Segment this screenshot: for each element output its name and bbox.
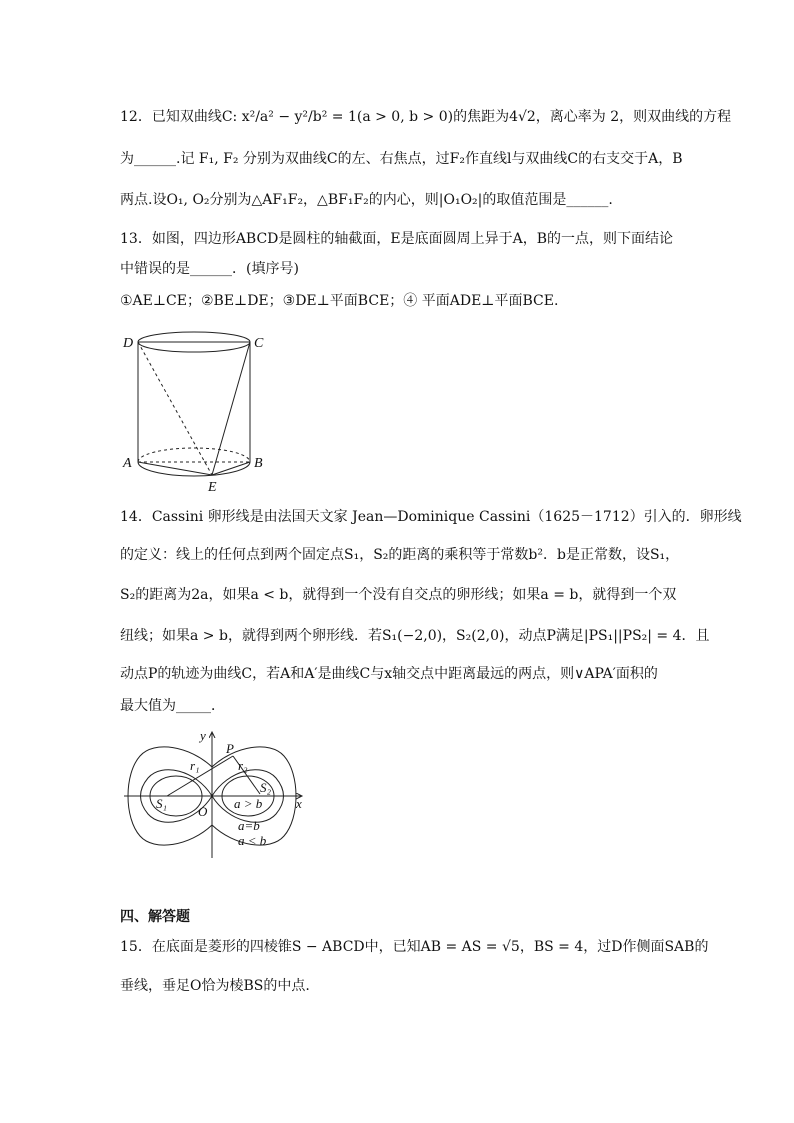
- label-x: x: [296, 796, 302, 811]
- label-a-greater-b: a > b: [234, 796, 263, 811]
- segment-CE: [212, 342, 250, 475]
- q15-line-2: 垂线，垂足O恰为棱BS的中点.: [120, 978, 310, 994]
- q13-line-3: ①AE⊥CE；②BE⊥DE；③DE⊥平面BCE；④ 平面ADE⊥平面BCE.: [120, 293, 559, 309]
- q14-line-3: S₂的距离为2a，如果a < b，就得到一个没有自交点的卵形线；如果a = b，就得到一个双: [120, 587, 677, 603]
- q15-line-1: 15．在底面是菱形的四棱锥S − ABCD中，已知AB = AS = √5，BS = 4，过D作侧面SAB的: [120, 939, 709, 955]
- label-O: O: [198, 804, 208, 819]
- q14-line-2: 的定义：线上的任何点到两个固定点S₁，S₂的距离的乘积等于常数b²．b是正常数，设S₁，: [120, 547, 680, 563]
- label-E: E: [208, 480, 217, 495]
- segment-DE: [138, 342, 212, 475]
- q12-line-1: 12．已知双曲线C: x²/a² − y²/b² = 1(a > 0, b > 0)的焦距为4√2，离心率为 2，则双曲线的方程: [120, 109, 732, 125]
- label-r1: r₁: [190, 758, 200, 773]
- segment-AE: [138, 462, 212, 475]
- section-heading: 四、解答题: [120, 909, 190, 925]
- q12-line-2: 为______.记 F₁, F₂ 分别为双曲线C的左、右焦点，过F₂作直线l与双曲线C的右支交于A，B: [120, 151, 683, 167]
- q14-line-1: 14．Cassini 卵形线是由法国天文家 Jean—Dominique Cassini（1625－1712）引入的．卵形线: [120, 509, 742, 525]
- q13-line-2: 中错误的是______．(填序号): [120, 261, 299, 277]
- label-r2: r₂: [238, 758, 248, 773]
- label-D: D: [123, 336, 134, 351]
- label-B: B: [254, 456, 263, 471]
- label-P: P: [226, 741, 234, 756]
- label-S2: S₂: [260, 780, 272, 795]
- q12-line-3: 两点.设O₁, O₂分别为△AF₁F₂，△BF₁F₂的内心，则|O₁O₂|的取值范围是______.: [120, 192, 613, 208]
- label-a-equals-b: a=b: [238, 818, 260, 833]
- label-C: C: [254, 336, 264, 351]
- q13-line-1: 13．如图，四边形ABCD是圆柱的轴截面，E是底面圆周上异于A，B的一点，则下面结论: [120, 231, 674, 247]
- q14-line-4: 纽线；如果a > b，就得到两个卵形线．若S₁(−2,0)，S₂(2,0)，动点P满足|PS₁||PS₂| = 4．且: [120, 628, 710, 644]
- q14-line-6: 最大值为_____．: [120, 698, 225, 714]
- q14-line-5: 动点P的轨迹为曲线C，若A和A′是曲线C与x轴交点中距离最远的两点，则∨APA′面积的: [120, 666, 658, 682]
- label-S1: S₁: [156, 796, 168, 811]
- bottom-ellipse-back: [138, 448, 250, 462]
- bottom-ellipse-front: [138, 462, 250, 476]
- label-A: A: [123, 456, 132, 471]
- cylinder-figure: [120, 325, 280, 495]
- cassini-figure: [120, 726, 320, 861]
- label-a-less-b: a < b: [238, 833, 267, 848]
- label-y: y: [200, 728, 206, 743]
